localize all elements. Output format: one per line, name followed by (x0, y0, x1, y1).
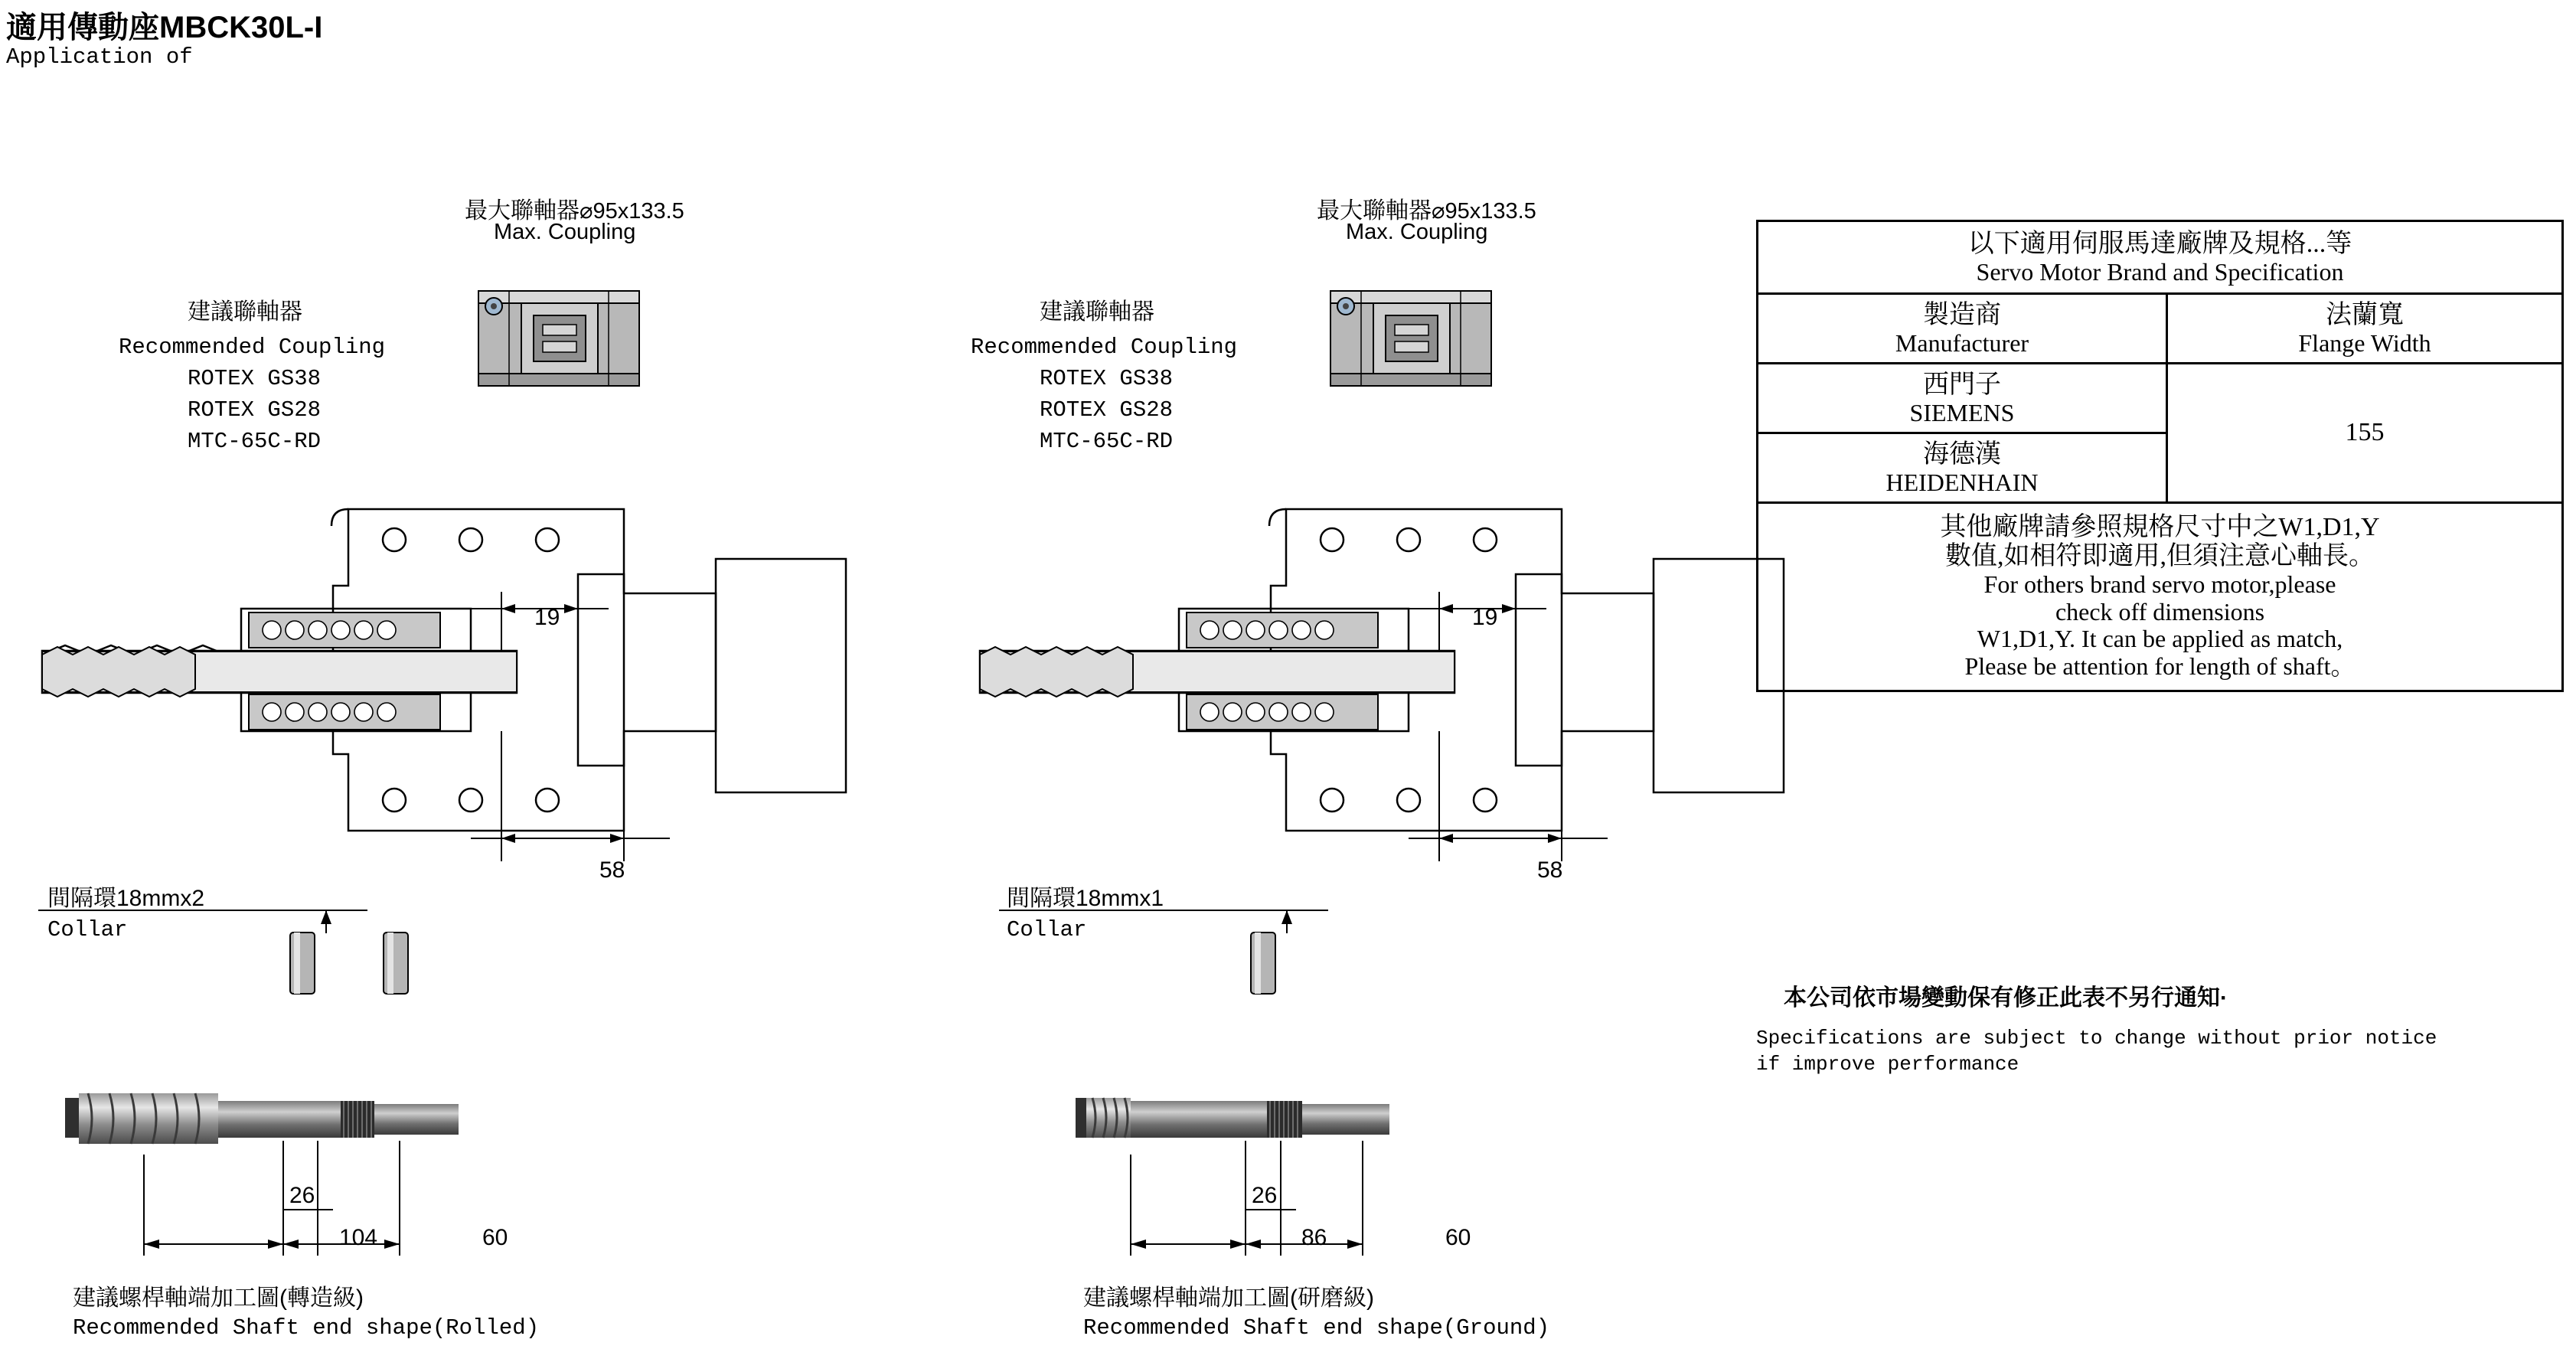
spec-table-brand-rows (1758, 364, 2561, 504)
page-subtitle: Application of (6, 44, 193, 70)
shaft-caption-en-rolled: Recommended Shaft end shape(Rolled) (73, 1315, 540, 1341)
col-flange-width-en: Flange Width (2298, 328, 2431, 357)
page-title: 適用傳動座MBCK30L-I (6, 11, 323, 44)
dim-19-left: 19 (534, 605, 560, 630)
notice-en-line-0: Specifications are subject to change without prior notice (1756, 1027, 2437, 1050)
coupling-model-2-right: MTC-65C-RD (1040, 429, 1174, 454)
spec-table-header-row (1758, 222, 2561, 295)
coupling-model-1-left: ROTEX GS28 (188, 397, 322, 423)
max-coupling-cn: 最大聯軸器 (465, 198, 580, 224)
footer-en-1: check off dimensions (2055, 597, 2265, 626)
shaft-caption-en-ground: Recommended Shaft end shape(Ground) (1083, 1315, 1550, 1341)
spec-table (1756, 220, 2564, 692)
notice-cn: 本公司依市場變動保有修正此表不另行通知· (1784, 985, 2228, 1011)
shaft-dim-86-ground: 86 (1301, 1225, 1327, 1250)
recommended-coupling-cn-left: 建議聯軸器 (188, 299, 302, 325)
coupling-model-0-left: ROTEX GS38 (188, 366, 322, 391)
recommended-coupling-en-right: Recommended Coupling (971, 335, 1238, 360)
collar-en-right: Collar (1007, 917, 1087, 942)
footer-en-3: Please be attention for length of shaft。 (1964, 652, 2356, 681)
spec-header-cn: 以下適用伺服馬達廠牌及規格...等 (1967, 230, 2352, 258)
collar-cn-right: 間隔環18mmx1 (1007, 886, 1164, 911)
max-coupling-dia: ⌀95x133.5 (580, 199, 684, 224)
shaft-dim-60-ground: 60 (1445, 1225, 1471, 1250)
col-manufacturer-cn: 製造商 (1922, 300, 2001, 329)
collar-en-left: Collar (47, 917, 128, 942)
section-drawing-right (980, 501, 1799, 884)
brand-0-cn: 西門子 (1922, 370, 2001, 399)
spec-table-footer-row (1758, 504, 2561, 690)
shaft-caption-cn-rolled: 建議螺桿軸端加工圖(轉造級) (73, 1285, 364, 1311)
section-drawing-left (42, 501, 861, 884)
flange-width-value: 155 (2345, 418, 2385, 447)
brand-0-en: SIEMENS (1909, 398, 2015, 426)
footer-cn-1: 數值,如相符即適用,但須注意心軸長。 (1945, 541, 2375, 570)
recommended-coupling-en-left: Recommended Coupling (119, 335, 386, 360)
collar-leader-left (38, 907, 375, 938)
coupling-icon-left (477, 285, 642, 392)
shaft-dim-26-rolled: 26 (289, 1183, 315, 1208)
notice-en (1756, 1026, 2437, 1078)
shaft-end-ground (995, 1087, 1608, 1347)
notice-en-line-1: if improve performance (1756, 1052, 2019, 1076)
coupling-icon-right (1329, 285, 1494, 392)
dim-19-right: 19 (1472, 605, 1498, 630)
brand-1-en: HEIDENHAIN (1885, 468, 2039, 496)
recommended-coupling-cn-right: 建議聯軸器 (1040, 299, 1154, 325)
footer-en-2: W1,D1,Y. It can be applied as match, (1977, 625, 2343, 653)
table-row (1758, 434, 2166, 501)
footer-cn-0: 其他廠牌請參照規格尺寸中之W1,D1,Y (1940, 512, 2380, 541)
max-coupling-dia-right: ⌀95x133.5 (1432, 199, 1536, 224)
coupling-model-0-right: ROTEX GS38 (1040, 366, 1174, 391)
shaft-dim-104-rolled: 104 (339, 1225, 378, 1250)
spec-table-column-header-row (1758, 295, 2561, 364)
footer-en-0: For others brand servo motor,please (1983, 570, 2336, 598)
max-coupling-en-left: Max. Coupling (494, 220, 636, 244)
col-manufacturer-en: Manufacturer (1895, 328, 2029, 357)
collar-leader-right (999, 907, 1336, 938)
collar-ring-0-left (289, 932, 315, 995)
brand-1-cn: 海德漢 (1922, 439, 2001, 469)
max-coupling-en-right: Max. Coupling (1346, 220, 1488, 244)
collar-ring-1-left (383, 932, 409, 995)
coupling-model-2-left: MTC-65C-RD (188, 429, 322, 454)
collar-cn-left: 間隔環18mmx2 (47, 886, 205, 911)
max-coupling-cn-right: 最大聯軸器 (1317, 198, 1432, 224)
col-flange-width-cn: 法蘭寬 (2325, 300, 2404, 329)
dim-58-left: 58 (599, 857, 625, 883)
flange-width-value-cell (2168, 364, 2561, 501)
table-row (1758, 364, 2166, 434)
shaft-dim-60-rolled: 60 (482, 1225, 508, 1250)
coupling-model-1-right: ROTEX GS28 (1040, 397, 1174, 423)
assembly-left (0, 0, 857, 995)
spec-header-en: Servo Motor Brand and Specification (1976, 258, 2344, 286)
shaft-end-rolled (0, 1087, 612, 1347)
shaft-dim-26-ground: 26 (1252, 1183, 1278, 1208)
collar-ring-0-right (1250, 932, 1276, 995)
dim-58-right: 58 (1537, 857, 1563, 883)
assembly-right (938, 0, 1749, 995)
shaft-caption-cn-ground: 建議螺桿軸端加工圖(研磨級) (1083, 1285, 1374, 1311)
